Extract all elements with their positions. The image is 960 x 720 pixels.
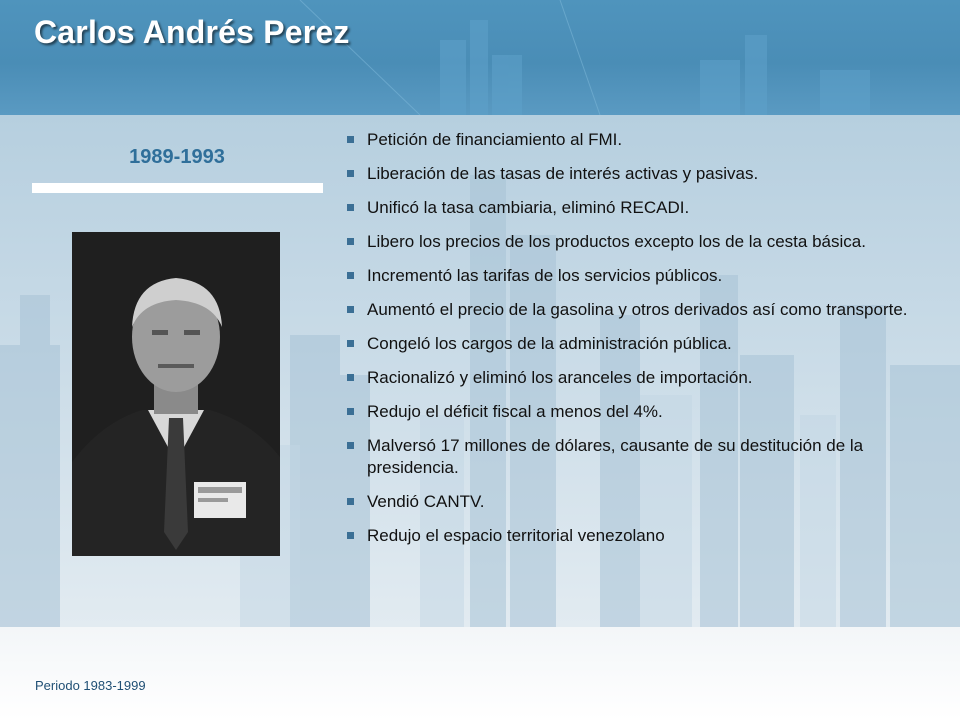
square-bullet-icon (347, 204, 354, 211)
list-item-text: Racionalizó y eliminó los aranceles de importación. (367, 368, 753, 387)
list-item (346, 333, 946, 355)
square-bullet-icon (347, 170, 354, 177)
list-item (346, 525, 946, 547)
list-item-text: Vendió CANTV. (367, 492, 485, 511)
list-item-text: Malversó 17 millones de dólares, causante de su destitución de la presidencia. (367, 436, 864, 477)
list-item (346, 231, 946, 253)
square-bullet-icon (347, 442, 354, 449)
period-underline-bar (32, 183, 323, 193)
list-item (346, 265, 946, 287)
footer-period-text: Periodo 1983-1999 (35, 678, 146, 693)
list-item-text: Petición de financiamiento al FMI. (367, 130, 623, 149)
list-item (346, 299, 946, 321)
list-item-text: Redujo el déficit fiscal a menos del 4%. (367, 402, 663, 421)
square-bullet-icon (347, 498, 354, 505)
square-bullet-icon (347, 374, 354, 381)
square-bullet-icon (347, 136, 354, 143)
list-item-text: Libero los precios de los productos excepto los de la cesta básica. (367, 232, 866, 251)
person-photo-icon (72, 232, 280, 556)
square-bullet-icon (347, 408, 354, 415)
list-item (346, 435, 946, 479)
list-item (346, 197, 946, 219)
footer-band (0, 627, 960, 720)
square-bullet-icon (347, 340, 354, 347)
period-label: 1989-1993 (129, 146, 225, 168)
square-bullet-icon (347, 532, 354, 539)
list-item-text: Liberación de las tasas de interés activas y pasivas. (367, 164, 759, 183)
list-item-text: Incrementó las tarifas de los servicios públicos. (367, 266, 723, 285)
header-band (0, 0, 960, 115)
bullet-list (346, 129, 946, 559)
list-item-text: Unificó la tasa cambiaria, eliminó RECADI. (367, 198, 690, 217)
portrait-photo (72, 232, 280, 556)
list-item (346, 367, 946, 389)
list-item (346, 163, 946, 185)
square-bullet-icon (347, 272, 354, 279)
square-bullet-icon (347, 306, 354, 313)
list-item-text: Redujo el espacio territorial venezolano (367, 526, 665, 545)
list-item-text: Aumentó el precio de la gasolina y otros derivados así como transporte. (367, 300, 908, 319)
list-item (346, 129, 946, 151)
slide-title: Carlos Andrés Perez (34, 14, 350, 50)
list-item (346, 491, 946, 513)
list-item-text: Congeló los cargos de la administración pública. (367, 334, 732, 353)
list-item (346, 401, 946, 423)
square-bullet-icon (347, 238, 354, 245)
